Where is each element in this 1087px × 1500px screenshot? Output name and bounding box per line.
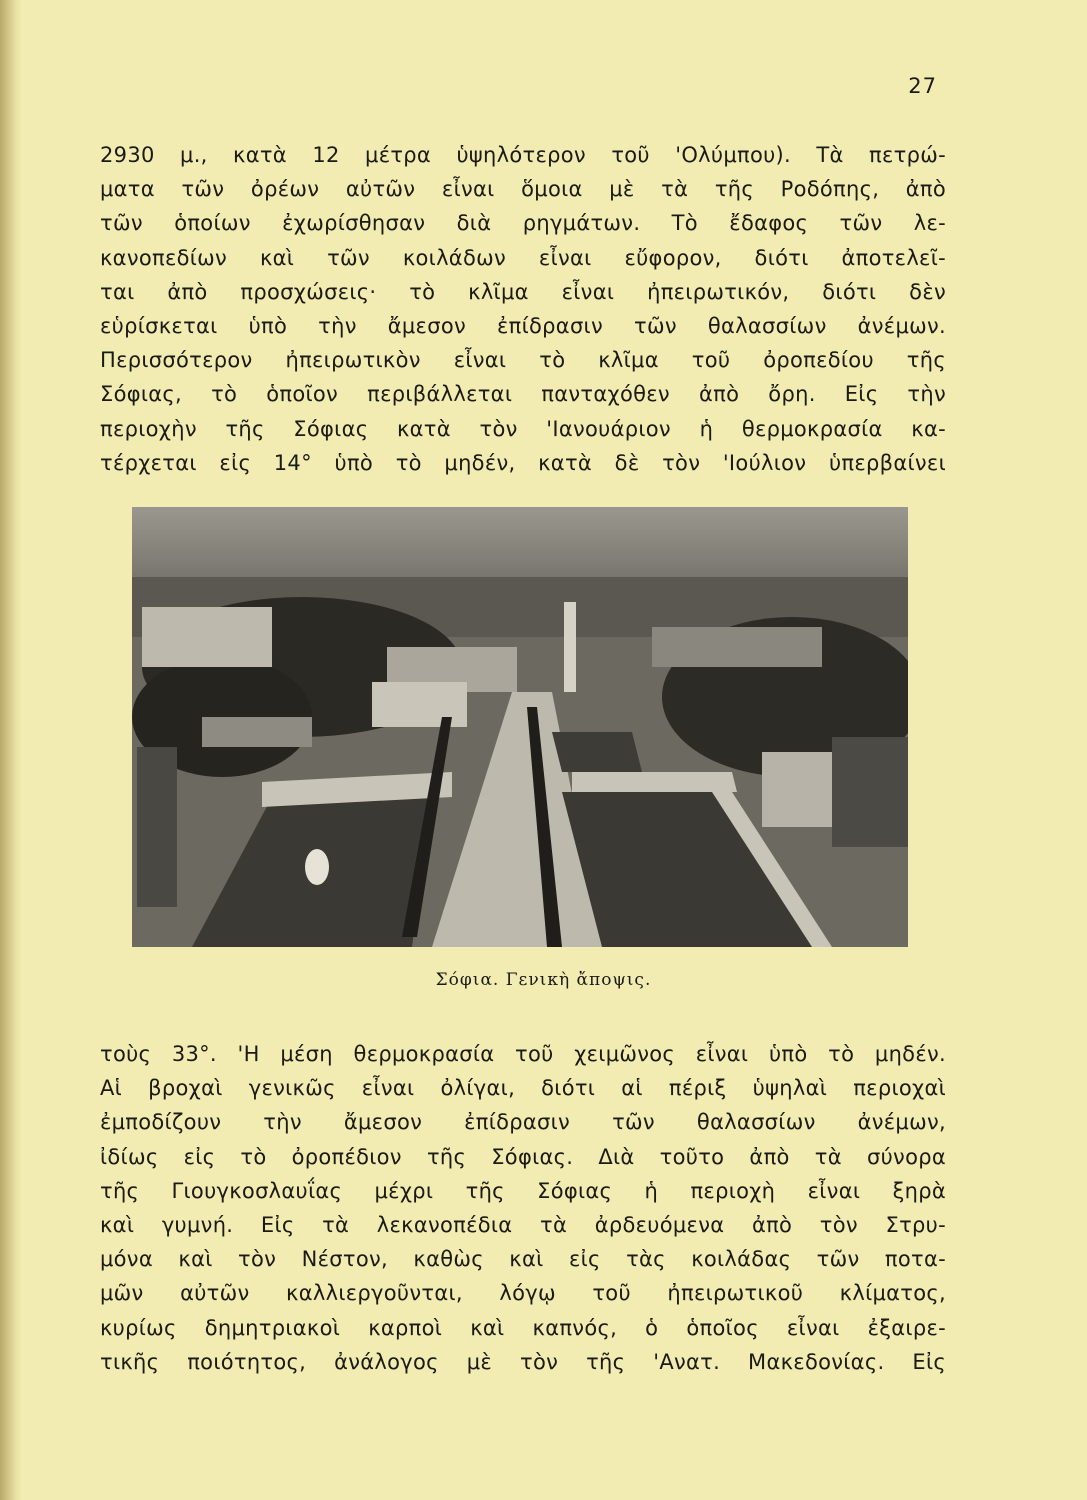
text-line: εὑρίσκεται ὑπὸ τὴν ἄμεσον ἐπίδρασιν τῶν θαλασσίων ἀνέμων. [100, 314, 946, 339]
text-line: 2930 μ., κατὰ 12 μέτρα ὑψηλότερον τοῦ 'Ολύμπου). Τὰ πετρώ- [100, 143, 946, 167]
text-line: τέρχεται εἰς 14° ὑπὸ τὸ μηδέν, κατὰ δὲ τὸν 'Ιούλιον ὑπερβαίνει [100, 450, 946, 475]
bottom-paragraph [100, 1037, 946, 1379]
text-line: τῶν ὁποίων ἐχωρίσθησαν διὰ ρηγμάτων. Τὸ ἔδαφος τῶν λε- [100, 211, 946, 236]
text-line: ἐμποδίζουν τὴν ἄμεσον ἐπίδρασιν τῶν θαλασσίων ἀνέμων, [100, 1110, 946, 1135]
text-line: μόνα καὶ τὸν Νέστον, καθὼς καὶ εἰς τὰς κοιλάδας τῶν ποτα- [100, 1247, 946, 1272]
book-gutter-shadow [0, 0, 22, 1500]
text-line: ἰδίως εἰς τὸ ὀροπέδιον τῆς Σόφιας. Διὰ τοῦτο ἀπὸ τὰ σύνορα [100, 1144, 946, 1169]
text-line: κυρίως δημητριακοὶ καρποὶ καὶ καπνός, ὁ ὁποῖος εἶναι ἐξαιρε- [100, 1315, 946, 1340]
page-number: 27 [908, 74, 937, 98]
figure-caption: Σόφια. Γενικὴ ἄποψις. [435, 970, 652, 990]
text-line: τοὺς 33°. 'Η μέση θερμοκρασία τοῦ χειμῶνος εἶναι ὑπὸ τὸ μηδέν. [100, 1042, 946, 1066]
photo-illustration [132, 507, 908, 947]
text-line: μῶν αὐτῶν καλλιεργοῦνται, λόγῳ τοῦ ἠπειρωτικοῦ κλίματος, [100, 1281, 946, 1306]
sofia-panorama-photo [132, 507, 908, 947]
text-line: περιοχὴν τῆς Σόφιας κατὰ τὸν 'Ιανουάριον ἡ θερμοκρασία κα- [100, 416, 946, 441]
text-line: Αἱ βροχαὶ γενικῶς εἶναι ὀλίγαι, διότι αἱ πέριξ ὑψηλαὶ περιοχαὶ [100, 1076, 946, 1101]
text-line: Περισσότερον ἠπειρωτικὸν εἶναι τὸ κλῖμα τοῦ ὀροπεδίου τῆς [100, 348, 946, 373]
text-line: καὶ γυμνή. Εἰς τὰ λεκανοπέδια τὰ ἀρδευόμενα ἀπὸ τὸν Στρυ- [100, 1213, 946, 1238]
text-line: τῆς Γιουγκοσλαυΐας μέχρι τῆς Σόφιας ἡ περιοχὴ εἶναι ξηρὰ [100, 1178, 946, 1203]
top-paragraph [100, 138, 946, 480]
text-line: τικῆς ποιότητος, ἀνάλογος μὲ τὸν τῆς 'Ανατ. Μακεδονίας. Εἰς [100, 1349, 946, 1374]
text-line: ται ἀπὸ προσχώσεις· τὸ κλῖμα εἶναι ἠπειρωτικόν, διότι δὲν [100, 279, 946, 304]
text-line: ματα τῶν ὀρέων αὐτῶν εἶναι ὅμοια μὲ τὰ τῆς Ροδόπης, ἀπὸ [100, 177, 946, 202]
text-line: Σόφιας, τὸ ὁποῖον περιβάλλεται πανταχόθεν ἀπὸ ὄρη. Εἰς τὴν [100, 382, 946, 407]
text-line: κανοπεδίων καὶ τῶν κοιλάδων εἶναι εὔφορον, διότι ἀποτελεῖ- [100, 245, 946, 270]
